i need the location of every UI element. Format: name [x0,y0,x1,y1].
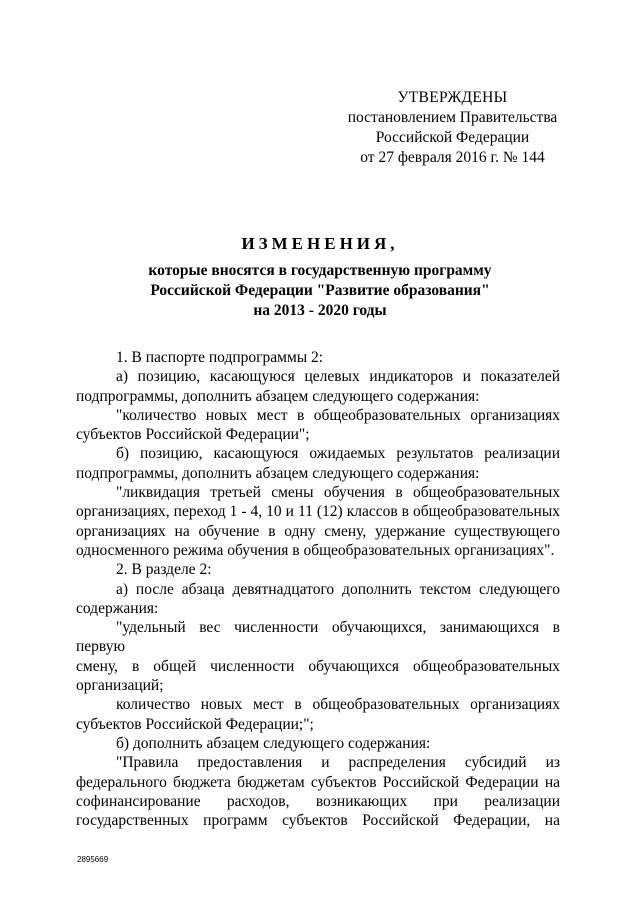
paragraph-line: б) дополнить абзацем следующего содержания: [116,734,431,752]
subtitle-line: на 2013 - 2020 годы [253,302,387,319]
paragraph-line: организациях, переход 1 - 4, 10 и 11 (12) классов в общеобразовательных [76,503,560,521]
paragraph-line: а) после абзаца девятнадцатого дополнить текстом следующего [116,580,560,598]
approval-stamp [345,88,560,168]
approval-line: от 27 февраля 2016 г. № 144 [360,149,545,166]
paragraph-line: подпрограммы, дополнить абзацем следующего содержания: [76,464,480,482]
paragraph-line: б) позицию, касающуюся ожидаемых результатов реализации [116,445,560,463]
paragraph-line: организациях на обучение в одну смену, удержание существующего [76,522,560,540]
paragraph-line: подпрограммы, дополнить абзацем следующего содержания: [76,387,480,405]
paragraph-line: содержания: [76,599,159,617]
section-heading: 2. В разделе 2: [116,561,212,579]
approval-line: постановлением Правительства [347,109,558,126]
paragraph-line: "ликвидация третьей смены обучения в общеобразовательных [116,484,560,502]
approval-line: Российской Федерации [375,129,530,146]
paragraph-line: а) позицию, касающуюся целевых индикаторов и показателей [116,368,560,386]
paragraph-line: субъектов Российской Федерации;"; [76,715,314,733]
paragraph-line: софинансирование расходов, возникающих при реализации [76,792,560,810]
paragraph-line: односменного режима обучения в общеобразовательных организациях". [76,541,555,559]
paragraph-line: "удельный вес численности обучающихся, занимающихся в первую [76,619,560,656]
subtitle-line: которые вносятся в государственную программу [148,262,492,279]
paragraph-line: государственных программ субъектов Российской Федерации, на [76,812,560,830]
document-code: 2895669 [77,855,109,864]
document-subtitle [0,261,640,321]
approval-heading: УТВЕРЖДЕНЫ [397,89,508,106]
paragraph-line: смену, в общей численности обучающихся общеобразовательных [76,657,560,675]
paragraph-line: федерального бюджета бюджетам субъектов Российской Федерации на [76,773,560,791]
document-body [76,348,560,830]
paragraph-line: организаций; [76,677,164,695]
document-title: ИЗМЕНЕНИЯ, [241,234,399,253]
section-heading: 1. В паспорте подпрограммы 2: [116,349,324,366]
paragraph-line: "количество новых мест в общеобразовательных организациях [116,406,560,424]
paragraph-line: количество новых мест в общеобразовательных организациях [116,696,560,714]
paragraph-line: субъектов Российской Федерации"; [76,426,310,444]
subtitle-line: Российской Федерации "Развитие образования" [150,282,490,299]
paragraph-line: "Правила предоставления и распределения субсидий из [116,754,560,772]
